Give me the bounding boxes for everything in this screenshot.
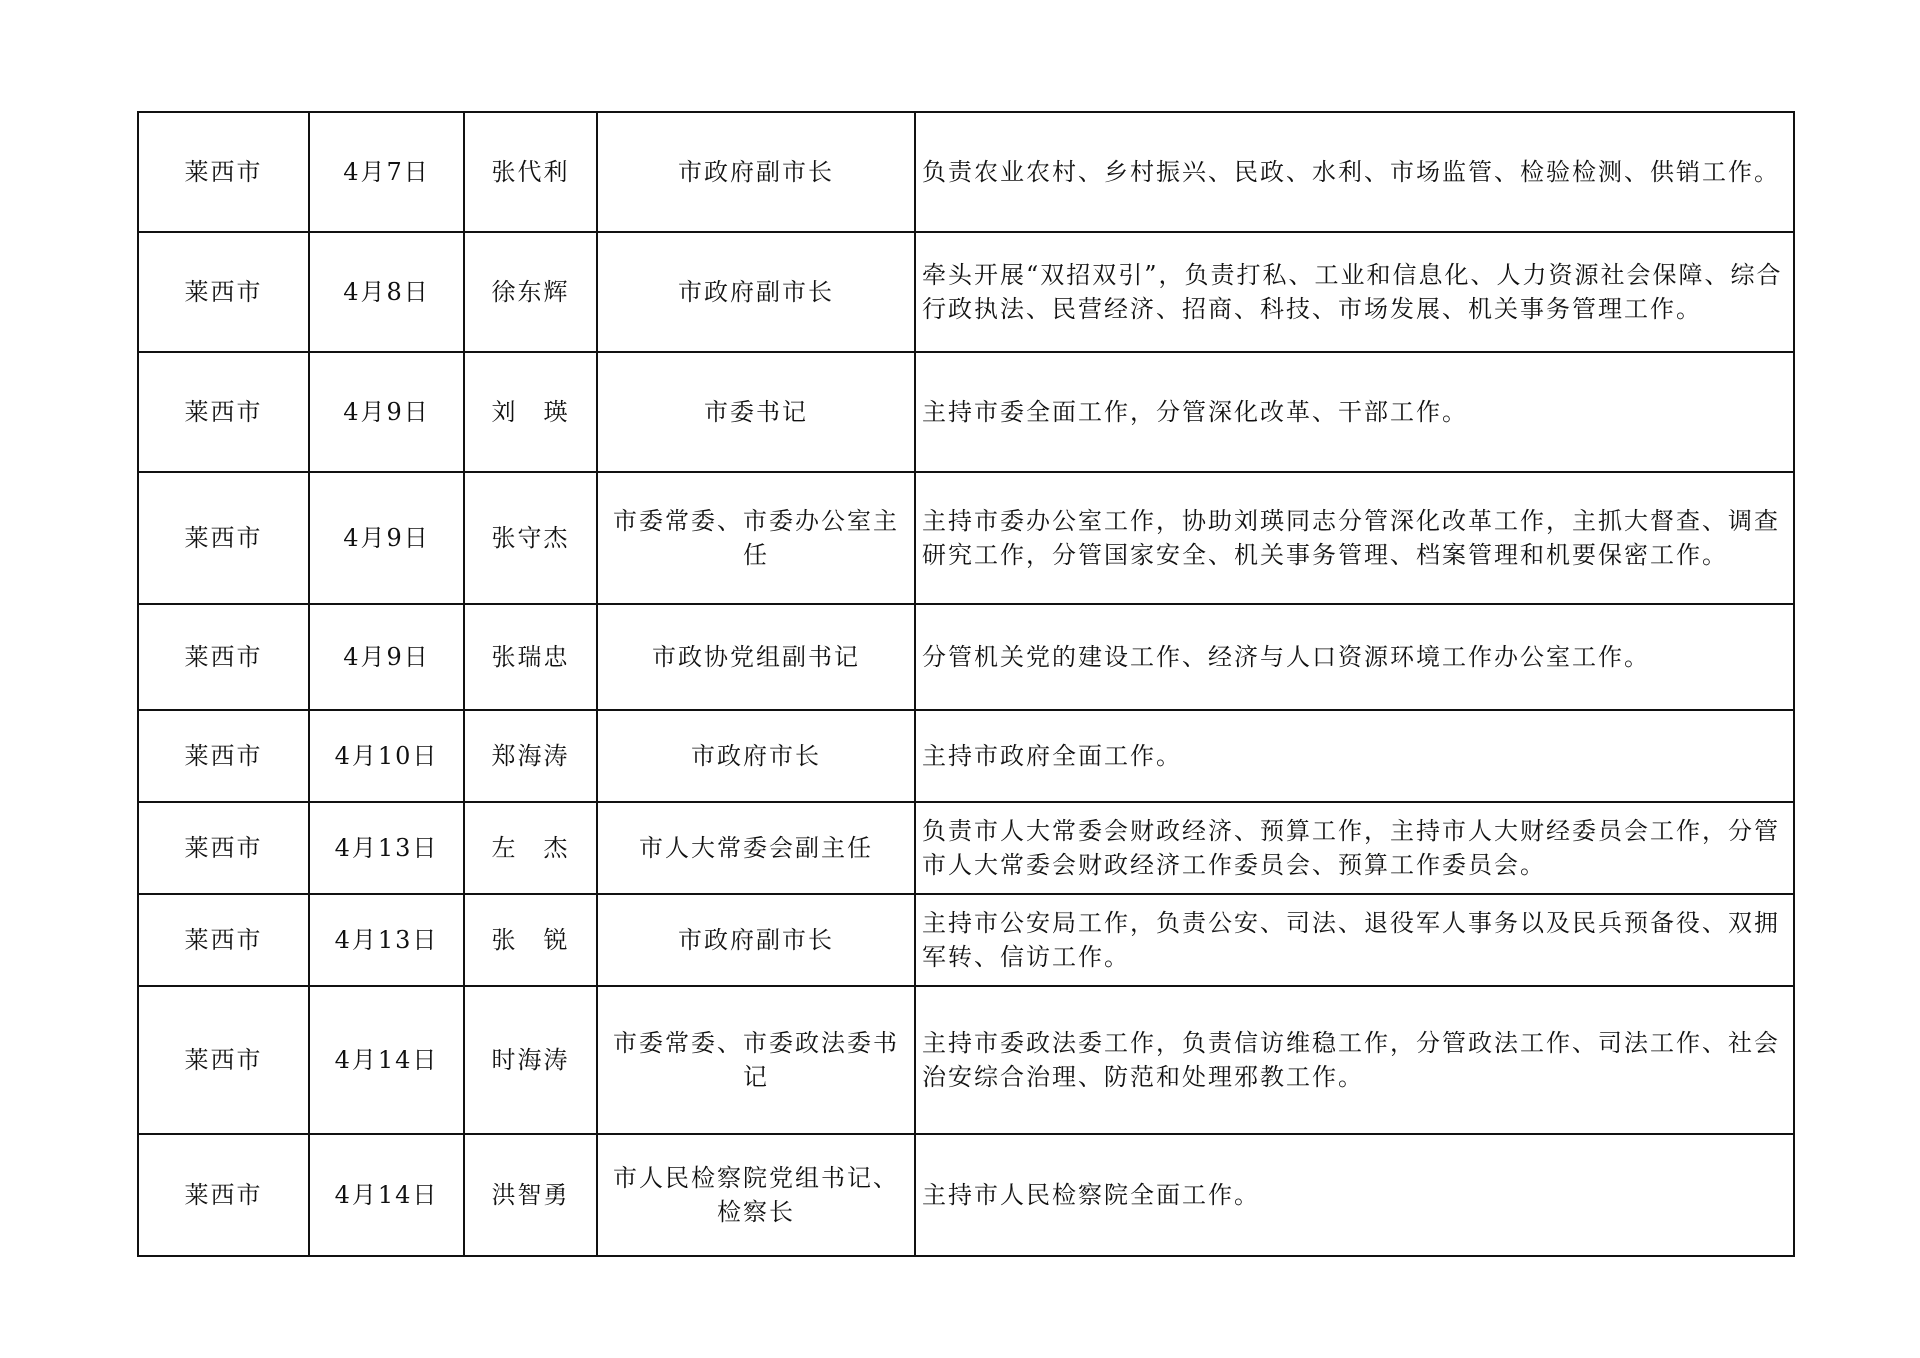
- name-cell: 郑海涛: [464, 710, 597, 802]
- city-cell: 莱西市: [138, 894, 309, 986]
- city-cell: 莱西市: [138, 112, 309, 232]
- name-cell: 张 锐: [464, 894, 597, 986]
- table-row: [138, 710, 1794, 802]
- city-cell: 莱西市: [138, 232, 309, 352]
- table-row: [138, 802, 1794, 894]
- date-cell: 4月13日: [309, 802, 464, 894]
- duties-cell: 负责市人大常委会财政经济、预算工作，主持市人大财经委员会工作，分管市人大常委会财政经济工作委员会、预算工作委员会。: [915, 802, 1794, 894]
- position-cell: 市政府市长: [597, 710, 915, 802]
- date-cell: 4月10日: [309, 710, 464, 802]
- position-cell: 市政协党组副书记: [597, 604, 915, 710]
- name-cell: 左 杰: [464, 802, 597, 894]
- city-cell: 莱西市: [138, 352, 309, 472]
- name-cell: 张代利: [464, 112, 597, 232]
- position-cell: 市政府副市长: [597, 112, 915, 232]
- duties-cell: 负责农业农村、乡村振兴、民政、水利、市场监管、检验检测、供销工作。: [915, 112, 1794, 232]
- leader-reception-table: [137, 111, 1795, 1257]
- position-cell: 市委书记: [597, 352, 915, 472]
- name-cell: 徐东辉: [464, 232, 597, 352]
- date-cell: 4月9日: [309, 352, 464, 472]
- name-cell: 张守杰: [464, 472, 597, 604]
- city-cell: 莱西市: [138, 802, 309, 894]
- duties-cell: 主持市人民检察院全面工作。: [915, 1134, 1794, 1256]
- city-cell: 莱西市: [138, 604, 309, 710]
- schedule-sheet: [137, 111, 1793, 1257]
- position-cell: 市人大常委会副主任: [597, 802, 915, 894]
- duties-cell: 主持市委政法委工作，负责信访维稳工作，分管政法工作、司法工作、社会治安综合治理、防范和处理邪教工作。: [915, 986, 1794, 1134]
- duties-cell: 牵头开展“双招双引”，负责打私、工业和信息化、人力资源社会保障、综合行政执法、民营经济、招商、科技、市场发展、机关事务管理工作。: [915, 232, 1794, 352]
- position-cell: 市委常委、市委政法委书记: [597, 986, 915, 1134]
- city-cell: 莱西市: [138, 1134, 309, 1256]
- table-row: [138, 112, 1794, 232]
- table-row: [138, 232, 1794, 352]
- table-row: [138, 986, 1794, 1134]
- name-cell: 时海涛: [464, 986, 597, 1134]
- table-row: [138, 352, 1794, 472]
- date-cell: 4月7日: [309, 112, 464, 232]
- duties-cell: 主持市委办公室工作，协助刘瑛同志分管深化改革工作，主抓大督查、调查研究工作，分管国家安全、机关事务管理、档案管理和机要保密工作。: [915, 472, 1794, 604]
- table-row: [138, 604, 1794, 710]
- duties-cell: 分管机关党的建设工作、经济与人口资源环境工作办公室工作。: [915, 604, 1794, 710]
- table-row: [138, 472, 1794, 604]
- table-row: [138, 1134, 1794, 1256]
- name-cell: 张瑞忠: [464, 604, 597, 710]
- duties-cell: 主持市委全面工作，分管深化改革、干部工作。: [915, 352, 1794, 472]
- date-cell: 4月9日: [309, 604, 464, 710]
- city-cell: 莱西市: [138, 472, 309, 604]
- position-cell: 市政府副市长: [597, 894, 915, 986]
- city-cell: 莱西市: [138, 986, 309, 1134]
- position-cell: 市委常委、市委办公室主任: [597, 472, 915, 604]
- position-cell: 市政府副市长: [597, 232, 915, 352]
- date-cell: 4月14日: [309, 1134, 464, 1256]
- date-cell: 4月13日: [309, 894, 464, 986]
- name-cell: 洪智勇: [464, 1134, 597, 1256]
- date-cell: 4月8日: [309, 232, 464, 352]
- duties-cell: 主持市政府全面工作。: [915, 710, 1794, 802]
- date-cell: 4月14日: [309, 986, 464, 1134]
- name-cell: 刘 瑛: [464, 352, 597, 472]
- duties-cell: 主持市公安局工作，负责公安、司法、退役军人事务以及民兵预备役、双拥军转、信访工作。: [915, 894, 1794, 986]
- date-cell: 4月9日: [309, 472, 464, 604]
- table-row: [138, 894, 1794, 986]
- position-cell: 市人民检察院党组书记、检察长: [597, 1134, 915, 1256]
- city-cell: 莱西市: [138, 710, 309, 802]
